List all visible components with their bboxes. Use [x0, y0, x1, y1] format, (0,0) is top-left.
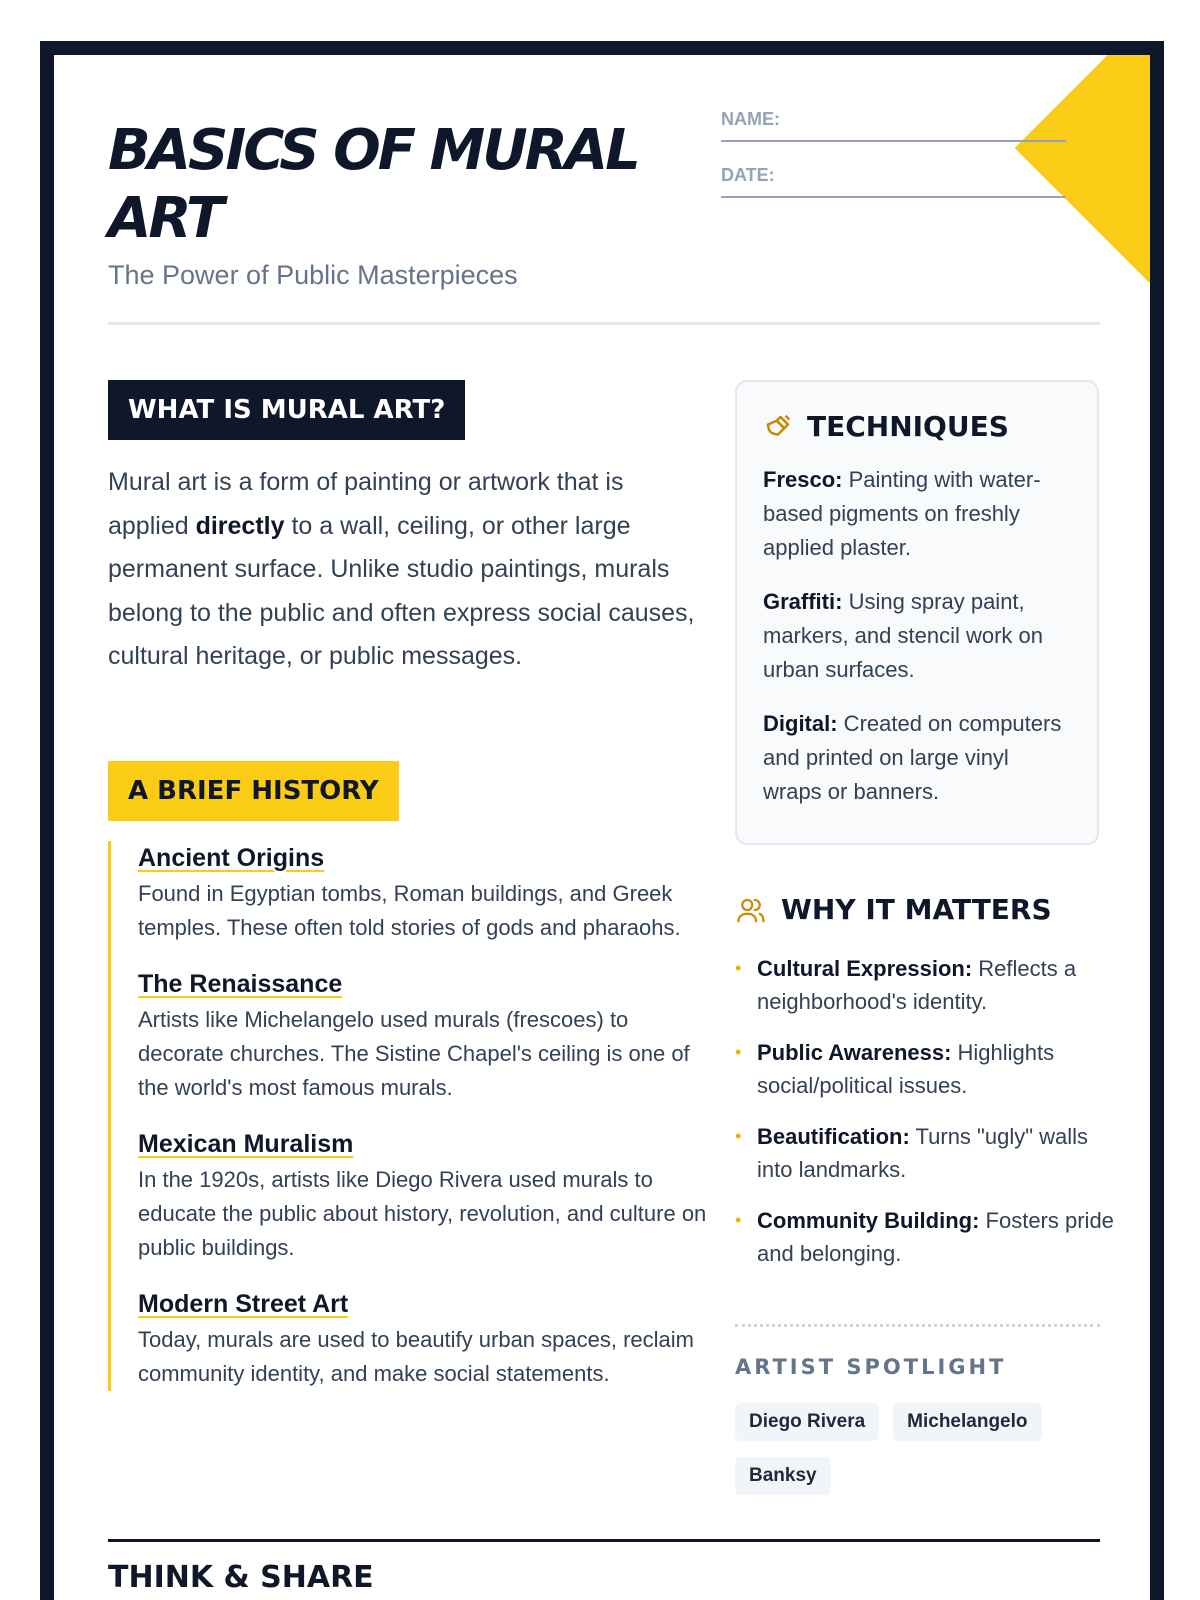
artist-tag: Diego Rivera [735, 1403, 879, 1441]
timeline-title: Mexican Muralism [138, 1130, 354, 1158]
term: Graffiti: [763, 589, 843, 614]
techniques-card [735, 380, 1099, 845]
section-divider [108, 1539, 1100, 1542]
why-list [735, 952, 1115, 1270]
timeline-item [138, 967, 708, 1105]
text: Mural art is a form of painting or artwork that is applied [108, 468, 624, 540]
emphasis: directly [195, 511, 285, 540]
page-subtitle: The Power of Public Masterpieces [108, 260, 518, 290]
why-item: • Community Building: Fosters pride and belonging. [735, 1208, 1114, 1266]
why-item: • Public Awareness: Highlights social/political issues. [735, 1040, 1055, 1098]
what-heading-box [108, 380, 465, 440]
term: Cultural Expression: [757, 956, 973, 981]
worksheet-page [40, 41, 1164, 1600]
header-divider [108, 322, 1100, 325]
timeline-text: Found in Egyptian tombs, Roman buildings, and Greek temples. These often told stories of gods and pharaohs. [138, 881, 681, 940]
description: Highlights social/political issues. [757, 1040, 1055, 1098]
why-item: • Beautification: Turns "ugly" walls into landmarks. [735, 1124, 1089, 1182]
artist-tag: Banksy [735, 1457, 831, 1495]
history-heading: A BRIEF HISTORY [108, 761, 399, 821]
term: Community Building: [757, 1208, 980, 1233]
history-heading-box [108, 761, 399, 821]
timeline-text: Artists like Michelangelo used murals (frescoes) to decorate churches. The Sistine Chapel's ceiling is one of the world's most famous murals. [138, 1007, 690, 1100]
what-paragraph [108, 461, 698, 679]
date-label: DATE: [721, 165, 775, 185]
term: Beautification: [757, 1124, 910, 1149]
timeline-text: In the 1920s, artists like Diego Rivera used murals to educate the public about history, revolution, and culture on public buildings. [138, 1167, 707, 1260]
timeline-title: Modern Street Art [138, 1290, 349, 1318]
artist-tag: Michelangelo [893, 1403, 1041, 1441]
why-title: WHY IT MATTERS [781, 893, 1052, 926]
spotlight-heading: ARTIST SPOTLIGHT [735, 1355, 1007, 1379]
definition: Created on computers and printed on large vinyl wraps or banners. [763, 711, 1062, 804]
page-title: BASICS OF MURAL ART [108, 118, 638, 251]
technique-item [763, 585, 1071, 687]
definition: Painting with water-based pigments on freshly applied plaster. [763, 467, 1041, 560]
think-share-heading: THINK & SHARE [108, 1560, 374, 1595]
timeline-item [138, 841, 708, 945]
technique-item [763, 707, 1071, 809]
what-heading: WHAT IS MURAL ART? [108, 380, 465, 440]
history-timeline [108, 841, 708, 1391]
name-field[interactable] [721, 109, 1066, 142]
term: Digital: [763, 711, 838, 736]
description: Turns "ugly" walls into landmarks. [757, 1124, 1089, 1182]
users-icon [735, 895, 767, 925]
date-field[interactable] [721, 165, 1066, 198]
description: Reflects a neighborhood's identity. [757, 956, 1077, 1014]
technique-item [763, 463, 1071, 565]
techniques-heading [763, 410, 1071, 443]
timeline-title: Ancient Origins [138, 844, 325, 872]
timeline-item [138, 1287, 708, 1391]
name-label: NAME: [721, 109, 780, 129]
timeline-item [138, 1127, 708, 1265]
artist-tags [735, 1403, 1105, 1495]
paintbrush-icon [763, 412, 793, 442]
why-item: • Cultural Expression: Reflects a neighborhood's identity. [735, 956, 1077, 1014]
term: Public Awareness: [757, 1040, 952, 1065]
why-heading [735, 893, 1115, 926]
spotlight-divider [735, 1324, 1100, 1327]
techniques-title: TECHNIQUES [807, 410, 1009, 443]
timeline-title: The Renaissance [138, 970, 343, 998]
description: Fosters pride and belonging. [757, 1208, 1114, 1266]
definition: Using spray paint, markers, and stencil work on urban surfaces. [763, 589, 1043, 682]
term: Fresco: [763, 467, 843, 492]
why-section [735, 893, 1115, 1288]
timeline-text: Today, murals are used to beautify urban spaces, reclaim community identity, and make social statements. [138, 1327, 694, 1386]
text: to a wall, ceiling, or other large permanent surface. Unlike studio paintings, murals belong to the public and often express social causes, cultural heritage, or public messages. [108, 511, 695, 671]
